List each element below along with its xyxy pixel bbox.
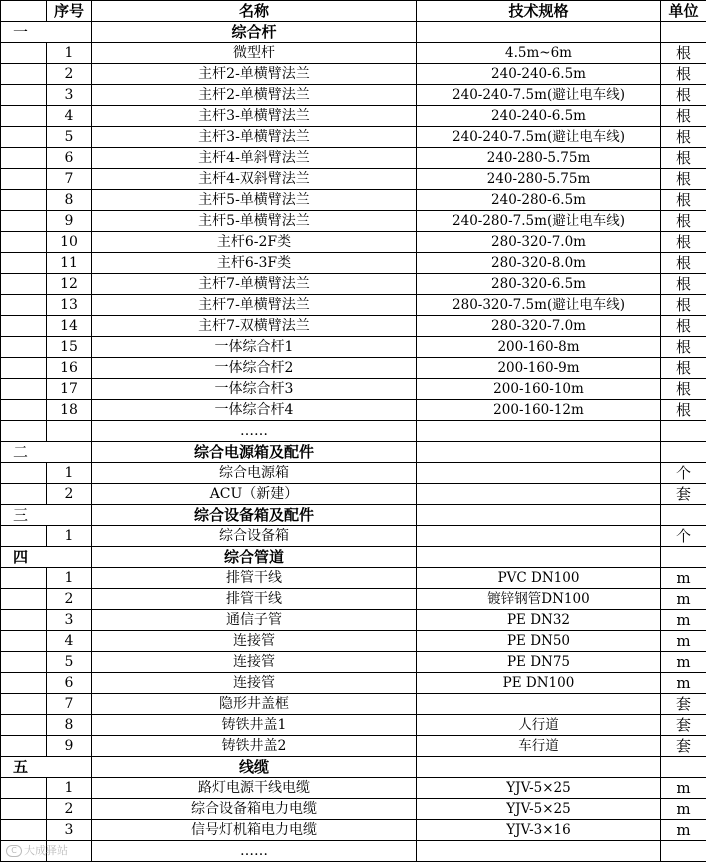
blank-cell bbox=[1, 337, 47, 358]
table-body bbox=[1, 22, 706, 862]
unit-cell: m bbox=[661, 778, 706, 799]
blank-cell bbox=[1, 85, 47, 106]
name-cell: ACU（新建） bbox=[92, 484, 417, 505]
spec-cell: 4.5m~6m bbox=[417, 43, 661, 64]
spec-cell: 240-280-5.75m bbox=[417, 148, 661, 169]
table-row bbox=[1, 253, 706, 274]
spec-cell bbox=[417, 841, 661, 862]
table-row bbox=[1, 190, 706, 211]
blank-cell bbox=[1, 127, 47, 148]
name-cell: 主杆6-2F类 bbox=[92, 232, 417, 253]
unit-cell: 根 bbox=[661, 274, 706, 295]
spec-cell bbox=[417, 421, 661, 442]
table-row bbox=[1, 715, 706, 736]
unit-cell bbox=[661, 841, 706, 862]
unit-cell: 根 bbox=[661, 190, 706, 211]
name-cell: 主杆3-单横臂法兰 bbox=[92, 106, 417, 127]
header-blank bbox=[1, 1, 47, 22]
index-cell: 4 bbox=[47, 106, 92, 127]
group-row bbox=[1, 757, 706, 778]
table-row bbox=[1, 274, 706, 295]
index-cell: 2 bbox=[47, 799, 92, 820]
blank-cell bbox=[1, 589, 47, 610]
unit-cell bbox=[661, 442, 706, 463]
index-cell: 5 bbox=[47, 127, 92, 148]
index-cell: 16 bbox=[47, 358, 92, 379]
table-row bbox=[1, 778, 706, 799]
index-cell: 3 bbox=[47, 820, 92, 841]
spec-cell: 280-320-7.0m bbox=[417, 316, 661, 337]
name-cell: 信号灯机箱电力电缆 bbox=[92, 820, 417, 841]
table-row bbox=[1, 820, 706, 841]
name-cell: 综合设备箱电力电缆 bbox=[92, 799, 417, 820]
spec-cell bbox=[417, 22, 661, 43]
unit-cell: 根 bbox=[661, 295, 706, 316]
spec-cell: PE DN50 bbox=[417, 631, 661, 652]
spec-cell: 240-280-7.5m(避让电车线) bbox=[417, 211, 661, 232]
header-index: 序号 bbox=[47, 1, 92, 22]
unit-cell: 根 bbox=[661, 43, 706, 64]
blank-cell bbox=[1, 673, 47, 694]
name-cell: …… bbox=[92, 841, 417, 862]
spec-cell bbox=[417, 526, 661, 547]
spec-cell: YJV-3×16 bbox=[417, 820, 661, 841]
watermark-text: 大成驿站 bbox=[24, 844, 68, 857]
group-number: 二 bbox=[1, 442, 92, 463]
blank-cell bbox=[1, 694, 47, 715]
table-row bbox=[1, 316, 706, 337]
table-row bbox=[1, 799, 706, 820]
blank-cell bbox=[1, 295, 47, 316]
spec-cell: YJV-5×25 bbox=[417, 799, 661, 820]
group-number: 一 bbox=[1, 22, 92, 43]
index-cell bbox=[47, 421, 92, 442]
spec-cell bbox=[417, 463, 661, 484]
unit-cell: m bbox=[661, 652, 706, 673]
name-cell: 一体综合杆2 bbox=[92, 358, 417, 379]
table-row bbox=[1, 358, 706, 379]
spec-cell bbox=[417, 442, 661, 463]
blank-cell bbox=[1, 400, 47, 421]
blank-cell bbox=[1, 274, 47, 295]
unit-cell: m bbox=[661, 820, 706, 841]
name-cell: 主杆4-双斜臂法兰 bbox=[92, 169, 417, 190]
blank-cell bbox=[1, 316, 47, 337]
unit-cell: 套 bbox=[661, 715, 706, 736]
blank-cell bbox=[1, 715, 47, 736]
unit-cell bbox=[661, 757, 706, 778]
table-row bbox=[1, 589, 706, 610]
name-cell: 综合电源箱 bbox=[92, 463, 417, 484]
table-row bbox=[1, 694, 706, 715]
table-row bbox=[1, 568, 706, 589]
blank-cell bbox=[1, 820, 47, 841]
name-cell: 通信子管 bbox=[92, 610, 417, 631]
spec-cell bbox=[417, 694, 661, 715]
table-row bbox=[1, 736, 706, 757]
table-row bbox=[1, 232, 706, 253]
spec-cell bbox=[417, 505, 661, 526]
name-cell: 铸铁井盖1 bbox=[92, 715, 417, 736]
header-spec: 技术规格 bbox=[417, 1, 661, 22]
group-title: 综合设备箱及配件 bbox=[92, 505, 417, 526]
table-row bbox=[1, 463, 706, 484]
unit-cell: m bbox=[661, 610, 706, 631]
unit-cell: m bbox=[661, 568, 706, 589]
blank-cell bbox=[1, 463, 47, 484]
spec-cell: PE DN100 bbox=[417, 673, 661, 694]
unit-cell: 根 bbox=[661, 169, 706, 190]
spec-cell: 280-320-8.0m bbox=[417, 253, 661, 274]
ellipsis-row bbox=[1, 841, 706, 862]
index-cell: 13 bbox=[47, 295, 92, 316]
spec-cell: 200-160-9m bbox=[417, 358, 661, 379]
unit-cell: 套 bbox=[661, 736, 706, 757]
name-cell: 主杆3-单横臂法兰 bbox=[92, 127, 417, 148]
spec-cell: PE DN75 bbox=[417, 652, 661, 673]
blank-cell bbox=[1, 64, 47, 85]
table-row bbox=[1, 169, 706, 190]
unit-cell: m bbox=[661, 673, 706, 694]
group-row bbox=[1, 505, 706, 526]
blank-cell bbox=[1, 106, 47, 127]
unit-cell: 根 bbox=[661, 316, 706, 337]
unit-cell: m bbox=[661, 631, 706, 652]
name-cell: …… bbox=[92, 421, 417, 442]
unit-cell bbox=[661, 547, 706, 568]
unit-cell: 根 bbox=[661, 358, 706, 379]
spec-cell bbox=[417, 484, 661, 505]
blank-cell bbox=[1, 421, 47, 442]
spec-cell: 240-240-7.5m(避让电车线) bbox=[417, 127, 661, 148]
blank-cell bbox=[1, 778, 47, 799]
spec-cell: 240-240-6.5m bbox=[417, 106, 661, 127]
blank-cell bbox=[1, 568, 47, 589]
spec-cell: 240-240-7.5m(避让电车线) bbox=[417, 85, 661, 106]
name-cell: 一体综合杆1 bbox=[92, 337, 417, 358]
index-cell: 6 bbox=[47, 148, 92, 169]
unit-cell: 根 bbox=[661, 127, 706, 148]
name-cell: 一体综合杆4 bbox=[92, 400, 417, 421]
blank-cell bbox=[1, 148, 47, 169]
index-cell: 11 bbox=[47, 253, 92, 274]
name-cell: 主杆7-单横臂法兰 bbox=[92, 274, 417, 295]
index-cell: 1 bbox=[47, 778, 92, 799]
name-cell: 排管干线 bbox=[92, 568, 417, 589]
index-cell: 15 bbox=[47, 337, 92, 358]
blank-cell bbox=[1, 652, 47, 673]
blank-cell bbox=[1, 484, 47, 505]
unit-cell: 套 bbox=[661, 694, 706, 715]
spec-cell: 镀锌钢管DN100 bbox=[417, 589, 661, 610]
spec-cell: 280-320-7.0m bbox=[417, 232, 661, 253]
name-cell: 连接管 bbox=[92, 631, 417, 652]
spec-cell: 240-280-6.5m bbox=[417, 190, 661, 211]
index-cell: 1 bbox=[47, 568, 92, 589]
watermark bbox=[6, 842, 68, 858]
table-row bbox=[1, 127, 706, 148]
header-unit: 单位 bbox=[661, 1, 706, 22]
table-row bbox=[1, 106, 706, 127]
unit-cell: 根 bbox=[661, 400, 706, 421]
blank-cell bbox=[1, 631, 47, 652]
spec-cell: 280-320-6.5m bbox=[417, 274, 661, 295]
blank-cell bbox=[1, 358, 47, 379]
table-row bbox=[1, 295, 706, 316]
index-cell: 1 bbox=[47, 526, 92, 547]
blank-cell bbox=[1, 610, 47, 631]
unit-cell: 根 bbox=[661, 106, 706, 127]
table-row bbox=[1, 379, 706, 400]
group-number: 四 bbox=[1, 547, 92, 568]
index-cell: 10 bbox=[47, 232, 92, 253]
name-cell: 微型杆 bbox=[92, 43, 417, 64]
index-cell: 9 bbox=[47, 211, 92, 232]
unit-cell bbox=[661, 505, 706, 526]
spec-cell: 200-160-8m bbox=[417, 337, 661, 358]
table-row bbox=[1, 652, 706, 673]
group-row bbox=[1, 442, 706, 463]
unit-cell: 个 bbox=[661, 526, 706, 547]
index-cell: 8 bbox=[47, 715, 92, 736]
unit-cell: 个 bbox=[661, 463, 706, 484]
unit-cell: m bbox=[661, 799, 706, 820]
unit-cell: 根 bbox=[661, 232, 706, 253]
index-cell: 2 bbox=[47, 484, 92, 505]
index-cell: 12 bbox=[47, 274, 92, 295]
unit-cell: 根 bbox=[661, 85, 706, 106]
table-row bbox=[1, 400, 706, 421]
spec-cell: PE DN32 bbox=[417, 610, 661, 631]
blank-cell bbox=[1, 736, 47, 757]
watermark-logo-icon: C bbox=[6, 845, 22, 857]
index-cell: 5 bbox=[47, 652, 92, 673]
index-cell: 8 bbox=[47, 190, 92, 211]
blank-cell bbox=[1, 169, 47, 190]
name-cell: 连接管 bbox=[92, 673, 417, 694]
name-cell: 主杆2-单横臂法兰 bbox=[92, 64, 417, 85]
group-row bbox=[1, 22, 706, 43]
unit-cell: 根 bbox=[661, 379, 706, 400]
name-cell: 隐形井盖框 bbox=[92, 694, 417, 715]
name-cell: 主杆4-单斜臂法兰 bbox=[92, 148, 417, 169]
index-cell: 7 bbox=[47, 694, 92, 715]
index-cell: 18 bbox=[47, 400, 92, 421]
name-cell: 主杆5-单横臂法兰 bbox=[92, 211, 417, 232]
group-title: 综合杆 bbox=[92, 22, 417, 43]
spec-cell: YJV-5×25 bbox=[417, 778, 661, 799]
blank-cell bbox=[1, 379, 47, 400]
spec-cell: 车行道 bbox=[417, 736, 661, 757]
spec-cell: PVC DN100 bbox=[417, 568, 661, 589]
unit-cell bbox=[661, 421, 706, 442]
index-cell: 1 bbox=[47, 463, 92, 484]
group-number: 五 bbox=[1, 757, 92, 778]
index-cell: 2 bbox=[47, 64, 92, 85]
ellipsis-row bbox=[1, 421, 706, 442]
index-cell: 14 bbox=[47, 316, 92, 337]
blank-cell bbox=[1, 799, 47, 820]
unit-cell: 根 bbox=[661, 253, 706, 274]
name-cell: 主杆7-单横臂法兰 bbox=[92, 295, 417, 316]
group-title: 综合管道 bbox=[92, 547, 417, 568]
index-cell: 7 bbox=[47, 169, 92, 190]
table-row bbox=[1, 337, 706, 358]
table-row bbox=[1, 484, 706, 505]
table-row bbox=[1, 211, 706, 232]
index-cell: 1 bbox=[47, 43, 92, 64]
index-cell: 9 bbox=[47, 736, 92, 757]
index-cell: 6 bbox=[47, 673, 92, 694]
name-cell: 主杆2-单横臂法兰 bbox=[92, 85, 417, 106]
spec-cell: 240-280-5.75m bbox=[417, 169, 661, 190]
name-cell: 路灯电源干线电缆 bbox=[92, 778, 417, 799]
table-row bbox=[1, 610, 706, 631]
spec-cell: 240-240-6.5m bbox=[417, 64, 661, 85]
blank-cell bbox=[1, 253, 47, 274]
spec-cell: 人行道 bbox=[417, 715, 661, 736]
unit-cell: 根 bbox=[661, 64, 706, 85]
index-cell: 2 bbox=[47, 589, 92, 610]
unit-cell: 根 bbox=[661, 337, 706, 358]
unit-cell: m bbox=[661, 589, 706, 610]
table-row bbox=[1, 148, 706, 169]
spec-cell bbox=[417, 757, 661, 778]
blank-cell bbox=[1, 211, 47, 232]
name-cell: 连接管 bbox=[92, 652, 417, 673]
name-cell: 综合设备箱 bbox=[92, 526, 417, 547]
blank-cell bbox=[1, 232, 47, 253]
unit-cell: 套 bbox=[661, 484, 706, 505]
spec-cell: 200-160-10m bbox=[417, 379, 661, 400]
spec-cell: 200-160-12m bbox=[417, 400, 661, 421]
name-cell: 主杆7-双横臂法兰 bbox=[92, 316, 417, 337]
index-cell: 3 bbox=[47, 610, 92, 631]
group-title: 综合电源箱及配件 bbox=[92, 442, 417, 463]
header-row bbox=[1, 1, 706, 22]
group-title: 线缆 bbox=[92, 757, 417, 778]
header-name: 名称 bbox=[92, 1, 417, 22]
table-row bbox=[1, 43, 706, 64]
table-row bbox=[1, 85, 706, 106]
group-number: 三 bbox=[1, 505, 92, 526]
index-cell: 4 bbox=[47, 631, 92, 652]
spec-cell: 280-320-7.5m(避让电车线) bbox=[417, 295, 661, 316]
name-cell: 铸铁井盖2 bbox=[92, 736, 417, 757]
name-cell: 主杆5-单横臂法兰 bbox=[92, 190, 417, 211]
index-cell: 3 bbox=[47, 85, 92, 106]
name-cell: 排管干线 bbox=[92, 589, 417, 610]
unit-cell: 根 bbox=[661, 211, 706, 232]
table-row bbox=[1, 631, 706, 652]
unit-cell bbox=[661, 22, 706, 43]
spec-cell bbox=[417, 547, 661, 568]
table-row bbox=[1, 673, 706, 694]
name-cell: 主杆6-3F类 bbox=[92, 253, 417, 274]
blank-cell bbox=[1, 190, 47, 211]
table-row bbox=[1, 526, 706, 547]
name-cell: 一体综合杆3 bbox=[92, 379, 417, 400]
table-row bbox=[1, 64, 706, 85]
group-row bbox=[1, 547, 706, 568]
unit-cell: 根 bbox=[661, 148, 706, 169]
blank-cell bbox=[1, 526, 47, 547]
index-cell: 17 bbox=[47, 379, 92, 400]
blank-cell bbox=[1, 43, 47, 64]
